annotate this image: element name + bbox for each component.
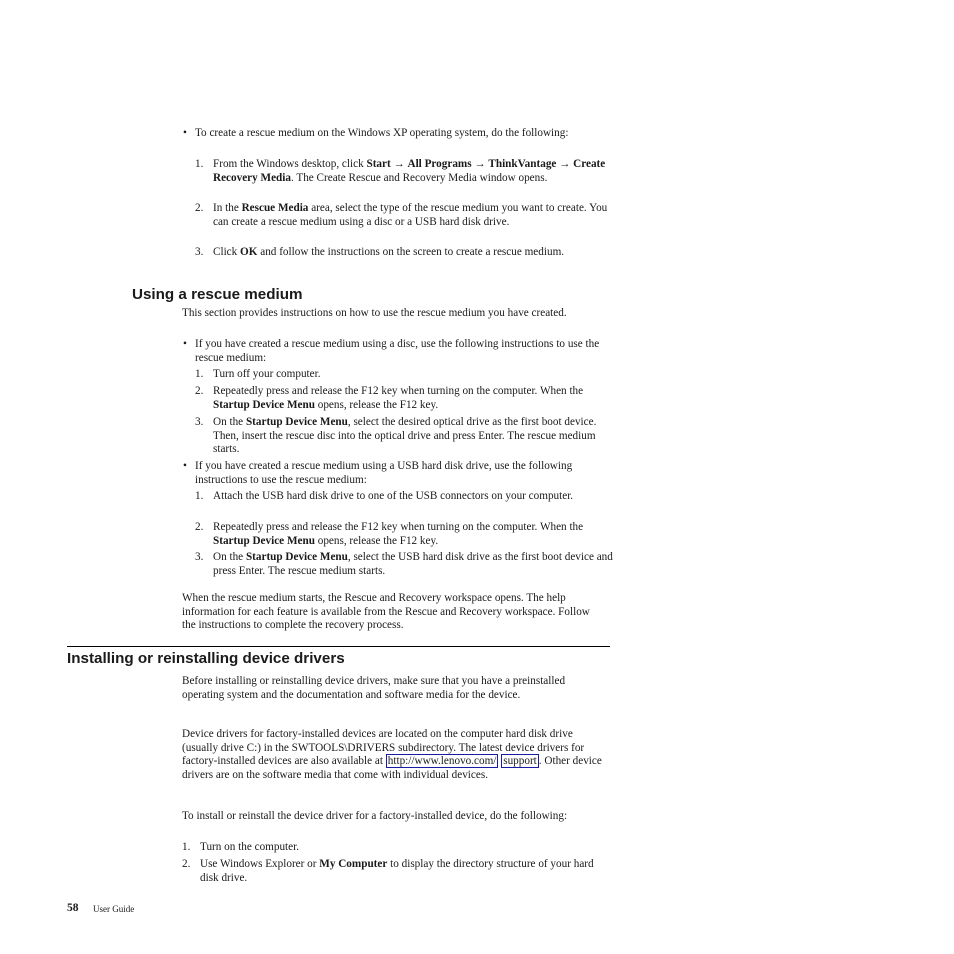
drivers-step-1: Turn on the computer.	[200, 841, 300, 853]
step-number: 1.	[195, 490, 204, 502]
step-number: 2.	[195, 385, 204, 397]
using-intro: This section provides instructions on how to use the rescue medium you have created.	[182, 307, 567, 319]
create-step-1: From the Windows desktop, click Start → All Programs → ThinkVantage → Create Recovery Media. The Create Rescue and Recovery Media window opens.	[213, 158, 606, 184]
step-number: 3.	[195, 551, 204, 563]
drivers-step-2: Use Windows Explorer or My Computer to display the directory structure of your hard disk drive.	[200, 858, 594, 884]
usb-step-1: Attach the USB hard disk drive to one of the USB connectors on your computer.	[213, 490, 574, 502]
step-number: 1.	[182, 841, 191, 853]
drivers-paragraph-1: Before installing or reinstalling device drivers, make sure that you have a preinstalled operating system and the documentation and software media for the device.	[182, 675, 566, 701]
support-link-continued[interactable]: support	[503, 755, 537, 768]
usb-bullet-text: If you have created a rescue medium using a USB hard disk drive, use the following instructions to use the rescue medium:	[195, 460, 573, 486]
usb-step-2: Repeatedly press and release the F12 key when turning on the computer. When the Startup Device Menu opens, release the F12 key.	[213, 521, 584, 547]
step-number: 2.	[195, 202, 204, 214]
page-number: 58	[67, 902, 79, 914]
section-heading-using-rescue-medium: Using a rescue medium	[132, 286, 303, 303]
section-heading-installing-drivers: Installing or reinstalling device drivers	[67, 650, 345, 667]
footer-title: User Guide	[93, 904, 135, 914]
create-step-3: Click OK and follow the instructions on the screen to create a rescue medium.	[213, 246, 565, 258]
drivers-paragraph-2: Device drivers for factory-installed devices are located on the computer hard disk drive (usually drive C:) in the SWTOOLS\DRIVERS subdirectory. The latest device drivers for factory-installed devices are also available at http://www.lenovo.com/ support . Other device drivers are on the software media that come with individual devices.	[182, 728, 602, 782]
step-number: 3.	[195, 416, 204, 428]
using-closing-paragraph: When the rescue medium starts, the Rescue and Recovery workspace opens. The help information for each feature is available from the Rescue and Recovery workspace. Follow the instructions to complete the recovery process.	[182, 592, 590, 632]
disc-bullet-text: If you have created a rescue medium using a disc, use the following instructions to use the rescue medium:	[195, 338, 600, 364]
bullet: •	[183, 127, 187, 139]
disc-step-1: Turn off your computer.	[213, 368, 321, 380]
step-number: 2.	[182, 858, 191, 870]
usb-step-3: On the Startup Device Menu, select the USB hard disk drive as the first boot device and press Enter. The rescue medium starts.	[213, 551, 613, 577]
section-divider	[67, 646, 610, 647]
create-step-2: In the Rescue Media area, select the type of the rescue medium you want to create. You can create a rescue medium using a disc or a USB hard disk drive.	[213, 202, 608, 228]
drivers-paragraph-3: To install or reinstall the device driver for a factory-installed device, do the following:	[182, 810, 568, 822]
support-link[interactable]: http://www.lenovo.com/	[387, 755, 497, 768]
disc-step-2: Repeatedly press and release the F12 key when turning on the computer. When the Startup Device Menu opens, release the F12 key.	[213, 385, 584, 411]
step-number: 1.	[195, 158, 204, 170]
disc-step-3: On the Startup Device Menu, select the desired optical drive as the first boot device. Then, insert the rescue disc into the optical drive and press Enter. The rescue medium starts.	[213, 416, 597, 456]
step-number: 3.	[195, 246, 204, 258]
step-number: 2.	[195, 521, 204, 533]
bullet: •	[183, 460, 187, 472]
bullet: •	[183, 338, 187, 350]
create-xp-bullet-text: To create a rescue medium on the Windows XP operating system, do the following:	[195, 127, 569, 139]
step-number: 1.	[195, 368, 204, 380]
